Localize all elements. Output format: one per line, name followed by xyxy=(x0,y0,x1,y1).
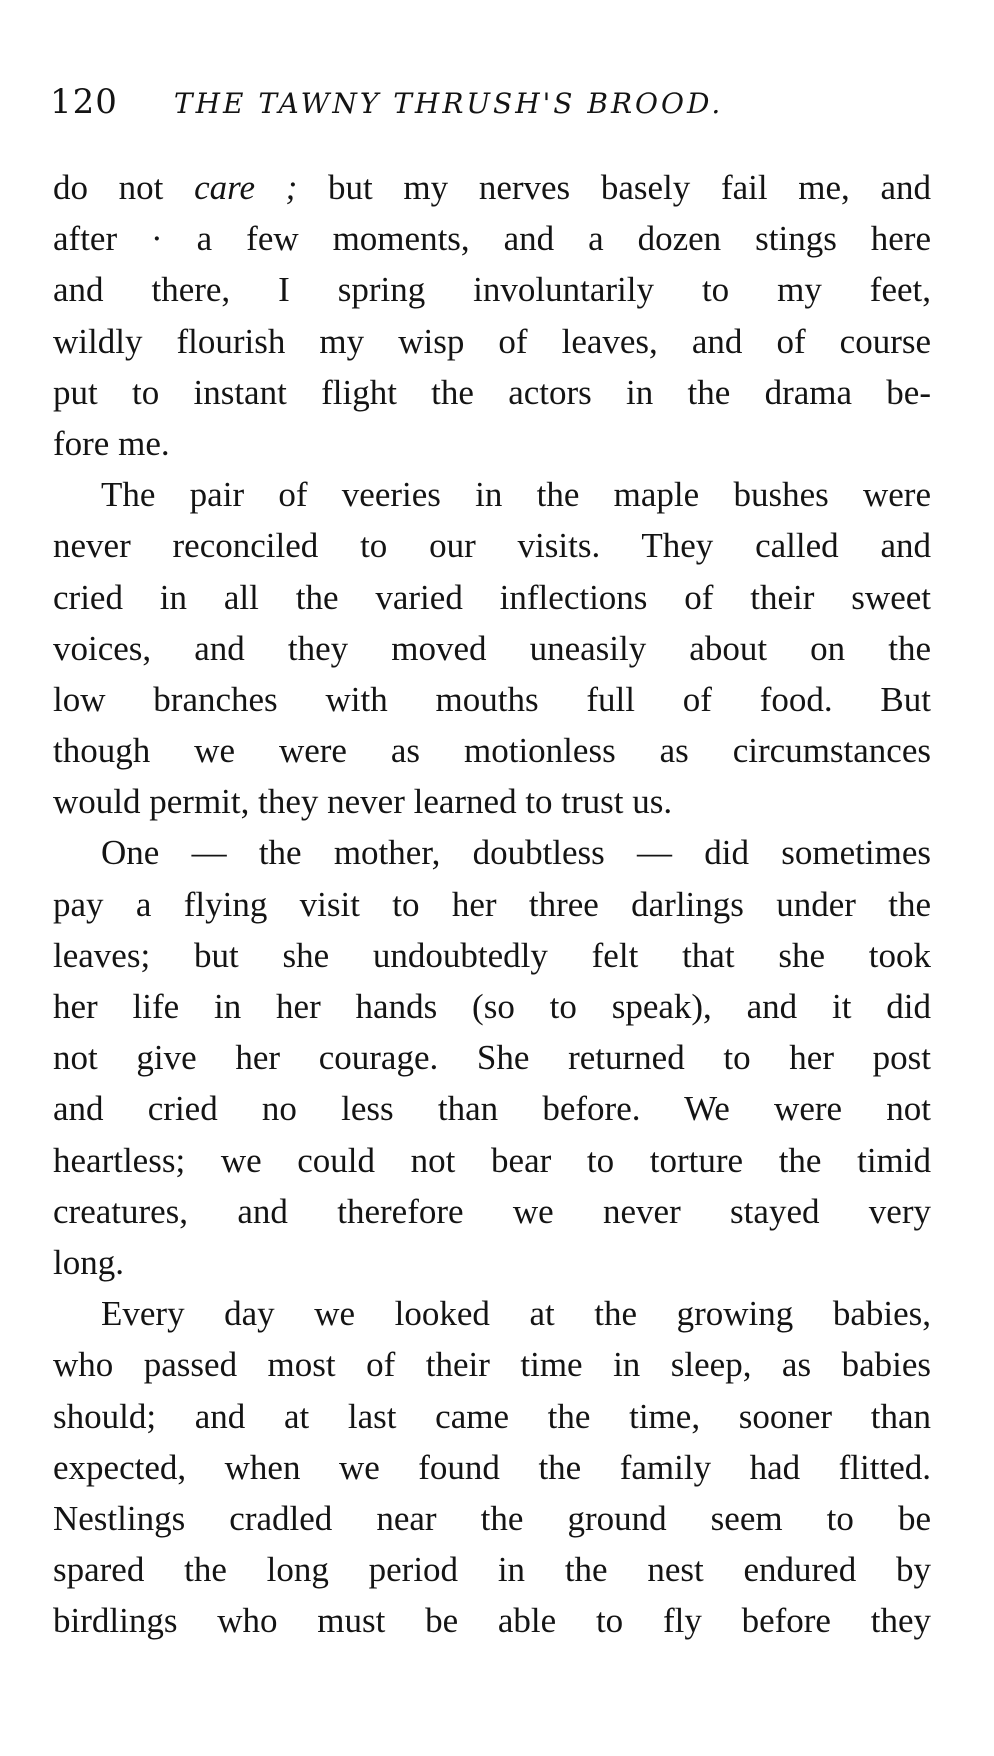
text-line: The pair of veeries in the maple bushes were xyxy=(101,475,931,515)
page-number: 120 xyxy=(50,82,118,122)
text-line: would permit, they never learned to trust us. xyxy=(53,782,673,822)
text-line: wildly flourish my wisp of leaves, and of course xyxy=(53,321,931,361)
text-line: after · a few moments, and a dozen stings here xyxy=(53,219,931,259)
text-line: not give her courage. She returned to her post xyxy=(53,1038,931,1078)
text-line: and cried no less than before. We were not xyxy=(53,1089,931,1129)
text-line: spared the long period in the nest endured by xyxy=(53,1550,931,1590)
paragraph xyxy=(53,1288,931,1646)
text-line: low branches with mouths full of food. But xyxy=(53,679,931,719)
text-line: birdlings who must be able to fly before they xyxy=(53,1601,931,1641)
running-head: THE TAWNY THRUSH'S BROOD. xyxy=(173,87,724,120)
text-line: voices, and they moved uneasily about on the xyxy=(53,628,931,668)
text-line: One — the mother, doubtless — did sometimes xyxy=(101,833,931,873)
text-line: expected, when we found the family had flitted. xyxy=(53,1447,931,1487)
text-line: cried in all the varied inflections of their sweet xyxy=(53,577,931,617)
paragraph xyxy=(53,162,931,469)
text-line: should; and at last came the time, sooner than xyxy=(53,1396,931,1436)
text-line: fore me. xyxy=(53,423,170,463)
italic-word: care ; xyxy=(194,168,298,207)
text-line: put to instant flight the actors in the drama be- xyxy=(53,372,931,412)
paragraph xyxy=(53,469,931,827)
text-line: who passed most of their time in sleep, as babies xyxy=(53,1345,931,1385)
paragraph xyxy=(53,827,931,1288)
text-line: Nestlings cradled near the ground seem to be xyxy=(53,1498,931,1538)
text-line: Every day we looked at the growing babies, xyxy=(101,1294,931,1334)
text-line: pay a flying visit to her three darlings under the xyxy=(53,884,931,924)
text-line: creatures, and therefore we never stayed very xyxy=(53,1191,931,1231)
text-line: and there, I spring involuntarily to my feet, xyxy=(53,270,931,310)
body-text xyxy=(53,162,931,1646)
text-line: never reconciled to our visits. They called and xyxy=(53,526,931,566)
page-header xyxy=(50,82,930,132)
text-line: long. xyxy=(53,1242,124,1282)
text-line: do not care ; but my nerves basely fail me, and xyxy=(53,168,931,207)
text-line: leaves; but she undoubtedly felt that she took xyxy=(53,935,931,975)
text-line: though we were as motionless as circumstances xyxy=(53,731,931,771)
text-line: her life in her hands (so to speak), and it did xyxy=(53,987,931,1026)
text-line: heartless; we could not bear to torture the timid xyxy=(53,1140,931,1180)
